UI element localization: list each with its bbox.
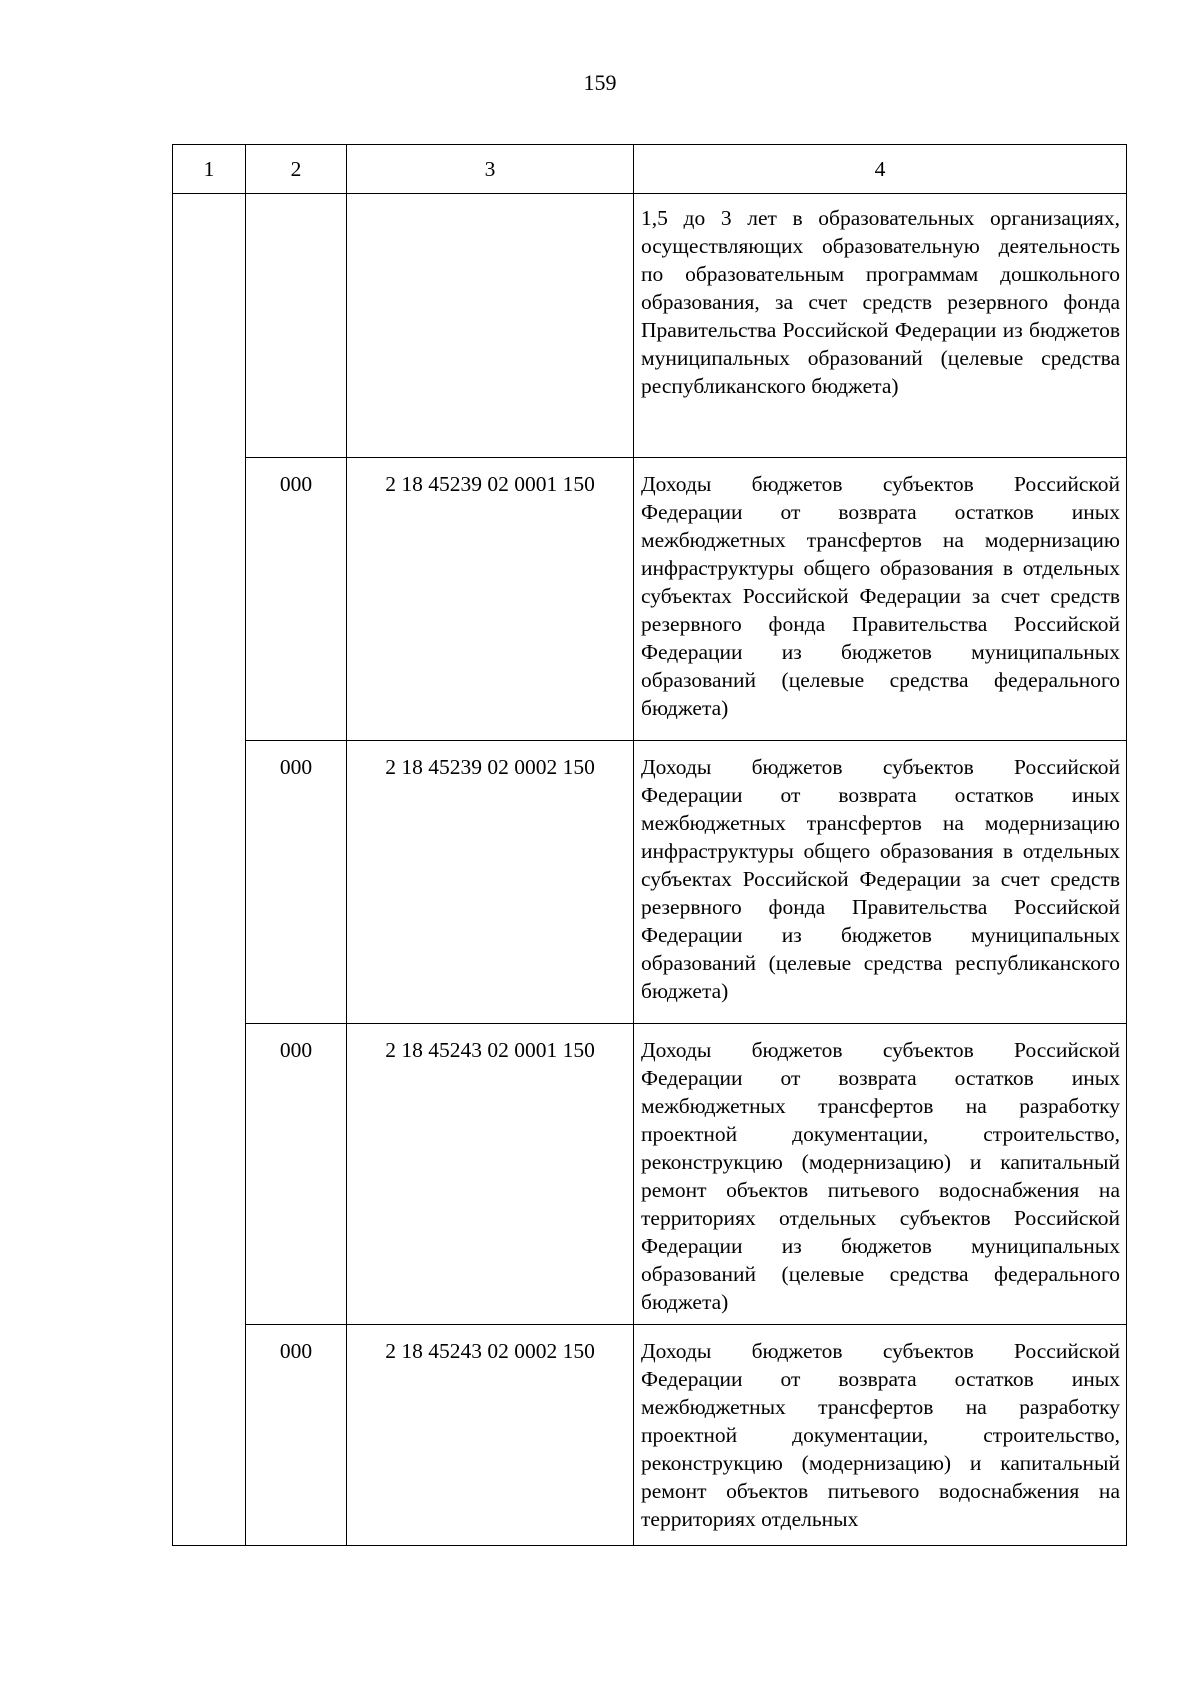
cell-admin-code bbox=[246, 194, 347, 458]
cell-description: Доходы бюджетов субъектов Российской Федерации от возврата остатков иных межбюджетных трансфертов на разработку проектной документации, строительство, реконструкцию (модернизацию) и капитальный ремонт объектов питьевого водоснабжения на территориях отдельных bbox=[634, 1325, 1127, 1546]
table-row bbox=[173, 458, 1127, 741]
header-col-2: 2 bbox=[246, 145, 347, 194]
page-number: 159 bbox=[583, 70, 617, 95]
cell-admin-code: 000 bbox=[246, 741, 347, 1024]
cell-admin-code: 000 bbox=[246, 1325, 347, 1546]
table-row bbox=[173, 741, 1127, 1024]
cell-budget-code: 2 18 45239 02 0001 150 bbox=[347, 458, 634, 741]
cell-number bbox=[173, 458, 246, 741]
table-row bbox=[173, 1024, 1127, 1325]
cell-number bbox=[173, 1325, 246, 1546]
cell-number bbox=[173, 1024, 246, 1325]
cell-budget-code bbox=[347, 194, 634, 458]
budget-codes-table bbox=[172, 144, 1127, 1546]
cell-budget-code: 2 18 45243 02 0002 150 bbox=[347, 1325, 634, 1546]
header-col-1: 1 bbox=[173, 145, 246, 194]
table-body bbox=[173, 194, 1127, 1546]
header-col-4: 4 bbox=[634, 145, 1127, 194]
cell-description: Доходы бюджетов субъектов Российской Федерации от возврата остатков иных межбюджетных трансфертов на модернизацию инфраструктуры общего образования в отдельных субъектах Российской Федерации за счет средств резервного фонда Правительства Российской Федерации из бюджетов муниципальных образований (целевые средства республиканского бюджета) bbox=[634, 741, 1127, 1024]
cell-number bbox=[173, 194, 246, 458]
cell-budget-code: 2 18 45239 02 0002 150 bbox=[347, 741, 634, 1024]
cell-budget-code: 2 18 45243 02 0001 150 bbox=[347, 1024, 634, 1325]
header-row bbox=[173, 145, 1127, 194]
cell-description: Доходы бюджетов субъектов Российской Федерации от возврата остатков иных межбюджетных трансфертов на разработку проектной документации, строительство, реконструкцию (модернизацию) и капитальный ремонт объектов питьевого водоснабжения на территориях отдельных субъектов Российской Федерации из бюджетов муниципальных образований (целевые средства федерального бюджета) bbox=[634, 1024, 1127, 1325]
table-header bbox=[173, 145, 1127, 194]
header-col-3: 3 bbox=[347, 145, 634, 194]
cell-description: Доходы бюджетов субъектов Российской Федерации от возврата остатков иных межбюджетных трансфертов на модернизацию инфраструктуры общего образования в отдельных субъектах Российской Федерации за счет средств резервного фонда Правительства Российской Федерации из бюджетов муниципальных образований (целевые средства федерального бюджета) bbox=[634, 458, 1127, 741]
cell-number bbox=[173, 741, 246, 1024]
table-row bbox=[173, 1325, 1127, 1546]
table-row bbox=[173, 194, 1127, 458]
cell-admin-code: 000 bbox=[246, 1024, 347, 1325]
cell-admin-code: 000 bbox=[246, 458, 347, 741]
cell-description: 1,5 до 3 лет в образовательных организациях, осуществляющих образовательную деятельность по образовательным программам дошкольного образования, за счет средств резервного фонда Правительства Российской Федерации из бюджетов муниципальных образований (целевые средства республиканского бюджета) bbox=[634, 194, 1127, 458]
